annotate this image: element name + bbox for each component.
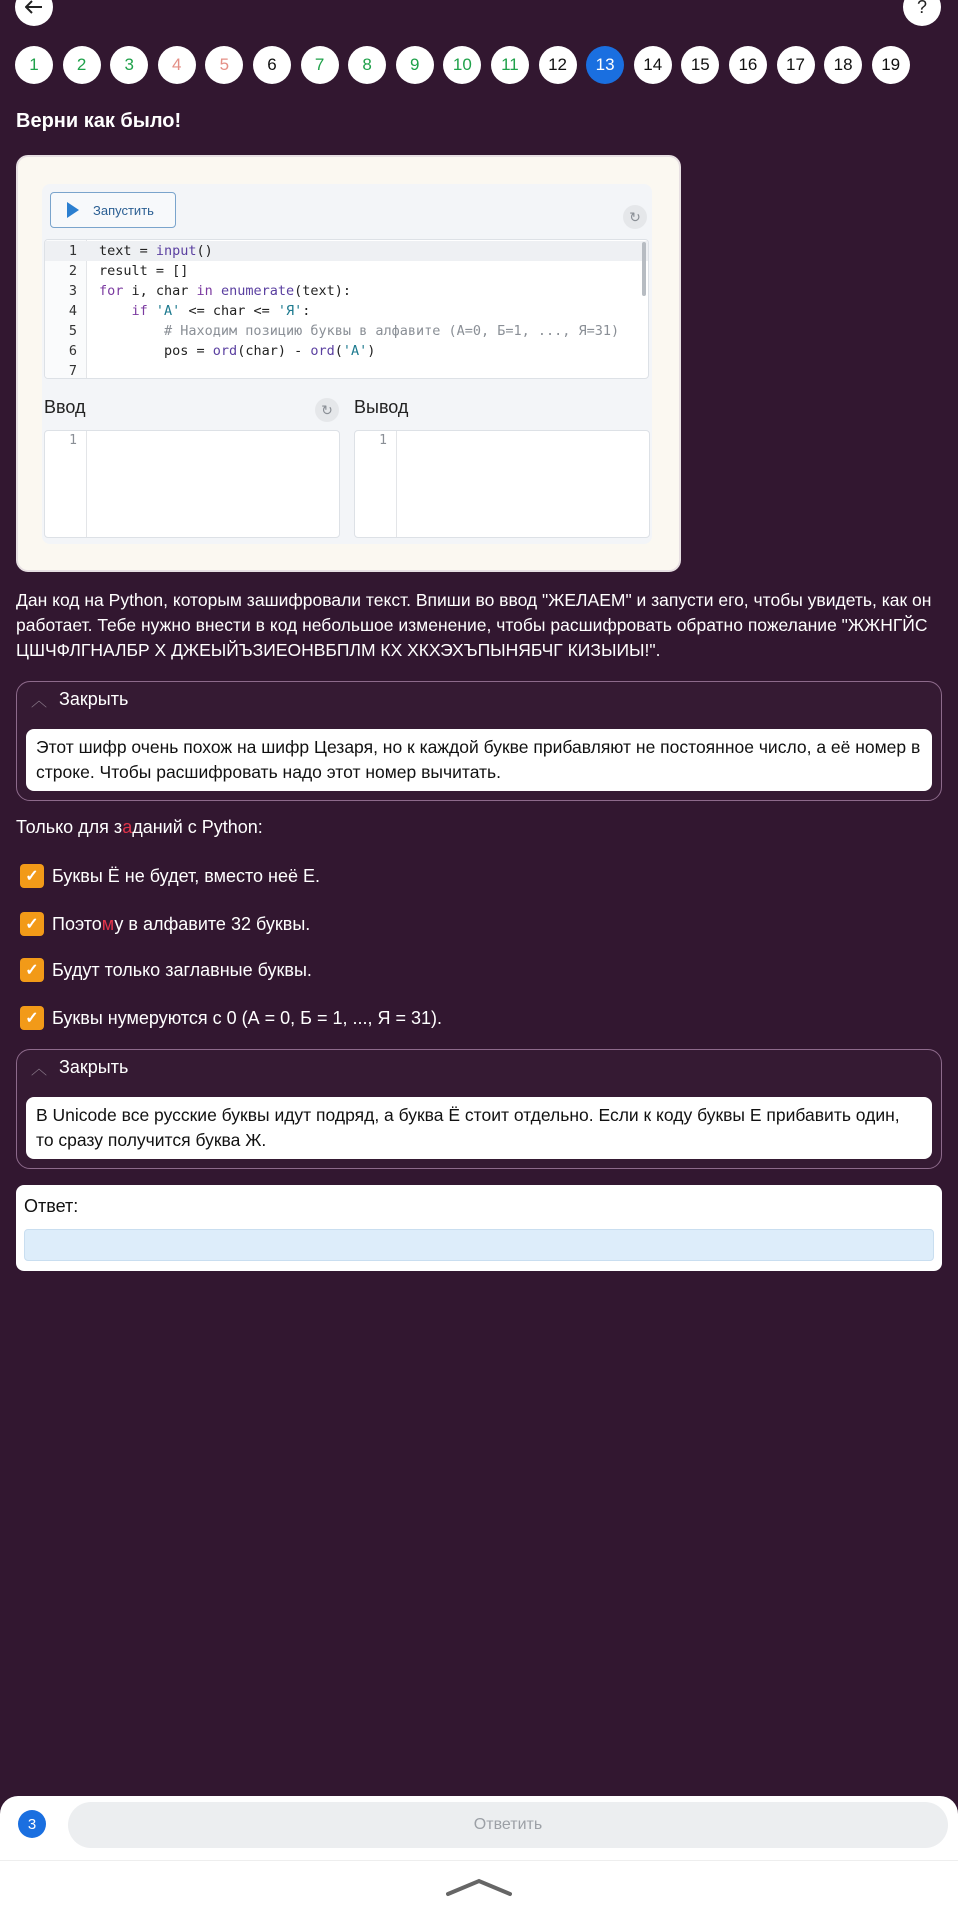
- code-scrollbar[interactable]: [642, 242, 646, 296]
- line-number: 4: [68, 303, 77, 319]
- step-6[interactable]: 6: [253, 46, 291, 84]
- code-text: for i, char in enumerate(text):: [99, 283, 352, 299]
- code-line[interactable]: [45, 281, 648, 301]
- code-line[interactable]: [45, 241, 648, 261]
- line-number: 6: [68, 343, 77, 359]
- line-number: 2: [68, 263, 77, 279]
- answer-card: [16, 1185, 942, 1271]
- help-label: ?: [916, 0, 927, 17]
- code-line[interactable]: [45, 321, 648, 341]
- step-8[interactable]: 8: [348, 46, 386, 84]
- input-field[interactable]: [44, 430, 340, 538]
- checklist-item[interactable]: ✓ Будут только заглавные буквы.: [20, 958, 312, 982]
- checkbox-checked-icon[interactable]: ✓: [20, 958, 44, 982]
- step-7[interactable]: 7: [301, 46, 339, 84]
- arrow-left-icon: [25, 0, 43, 14]
- input-label: Ввод: [44, 397, 86, 417]
- python-only-heading: Только для заданий с Python:: [16, 817, 263, 837]
- play-icon: [67, 202, 79, 218]
- task-steps: [15, 46, 910, 88]
- bottom-sheet-handle[interactable]: [0, 1860, 958, 1920]
- step-4[interactable]: 4: [158, 46, 196, 84]
- input-line-number: 1: [69, 433, 77, 448]
- code-text: if 'А' <= char <= 'Я':: [131, 303, 311, 319]
- checklist-item[interactable]: ✓ Буквы Ё не будет, вместо неё Е.: [20, 864, 320, 888]
- step-16[interactable]: 16: [729, 46, 767, 84]
- hint-toggle-1[interactable]: [31, 688, 128, 711]
- output-label: Вывод: [354, 397, 409, 417]
- step-5[interactable]: 5: [205, 46, 243, 84]
- code-line[interactable]: [45, 361, 648, 379]
- back-button[interactable]: [15, 0, 53, 26]
- code-line[interactable]: [45, 261, 648, 281]
- submit-bar: [0, 1796, 958, 1860]
- answer-label: Ответ:: [24, 1196, 79, 1216]
- line-number: 5: [68, 323, 77, 339]
- hint-panel-2: [16, 1049, 942, 1169]
- code-text: # Находим позицию буквы в алфавите (А=0, Б=1, ..., Я=31): [164, 323, 620, 339]
- reset-code-icon[interactable]: ↻: [623, 205, 647, 229]
- step-2[interactable]: 2: [63, 46, 101, 84]
- line-number: 1: [68, 243, 77, 259]
- step-18[interactable]: 18: [824, 46, 862, 84]
- code-editor-card: [16, 155, 681, 572]
- reset-input-icon[interactable]: ↻: [315, 398, 339, 422]
- step-19[interactable]: 19: [872, 46, 910, 84]
- chevron-up-icon: ︿: [31, 693, 48, 710]
- checkbox-checked-icon[interactable]: ✓: [20, 912, 44, 936]
- code-text: text = input(): [99, 243, 213, 259]
- code-area[interactable]: [44, 239, 649, 379]
- chevron-up-icon: ︿: [31, 1061, 48, 1078]
- output-line-number: 1: [379, 433, 387, 448]
- hint-text-1: Этот шифр очень похож на шифр Цезаря, но к каждой букве прибавляют не постоянное число, а её номер в строке. Чтобы расшифровать надо этот номер вычитать.: [26, 729, 932, 791]
- step-1[interactable]: 1: [15, 46, 53, 84]
- code-text: pos = ord(char) - ord('А'): [99, 343, 376, 359]
- step-14[interactable]: 14: [634, 46, 672, 84]
- chevron-up-icon: [446, 1877, 512, 1897]
- run-button-label: Запустить: [93, 202, 154, 218]
- run-button[interactable]: [50, 192, 176, 228]
- task-title: Верни как было!: [16, 110, 182, 132]
- step-13[interactable]: 13: [586, 46, 624, 84]
- code-text: result = []: [99, 263, 189, 279]
- step-15[interactable]: 15: [681, 46, 719, 84]
- hint-toggle-2[interactable]: [31, 1056, 128, 1079]
- code-line[interactable]: [45, 301, 648, 321]
- submit-button[interactable]: Ответить: [68, 1802, 948, 1848]
- top-bar: [0, 0, 958, 40]
- hint-text-2: В Unicode все русские буквы идут подряд, а буква Ё стоит отдельно. Если к коду буквы Е прибавить один, то сразу получится буква Ж.: [26, 1097, 932, 1159]
- line-number: 7: [68, 363, 77, 379]
- step-3[interactable]: 3: [110, 46, 148, 84]
- checkbox-checked-icon[interactable]: ✓: [20, 864, 44, 888]
- hint-toggle-label: Закрыть: [59, 1057, 129, 1077]
- attempts-badge: 3: [18, 1810, 46, 1838]
- answer-input[interactable]: [24, 1229, 934, 1261]
- help-button[interactable]: [903, 0, 941, 26]
- code-line[interactable]: [45, 341, 648, 361]
- step-10[interactable]: 10: [443, 46, 481, 84]
- checklist-item[interactable]: ✓ Поэтому в алфавите 32 буквы.: [20, 912, 310, 936]
- hint-toggle-label: Закрыть: [59, 689, 129, 709]
- hint-panel-1: [16, 681, 942, 801]
- step-9[interactable]: 9: [396, 46, 434, 84]
- line-number: 3: [68, 283, 77, 299]
- checkbox-checked-icon[interactable]: ✓: [20, 1006, 44, 1030]
- output-field: [354, 430, 650, 538]
- code-editor: [42, 184, 652, 544]
- step-12[interactable]: 12: [539, 46, 577, 84]
- step-17[interactable]: 17: [777, 46, 815, 84]
- step-11[interactable]: 11: [491, 46, 529, 84]
- checklist-item[interactable]: ✓ Буквы нумеруются с 0 (А = 0, Б = 1, ..., Я = 31).: [20, 1006, 442, 1030]
- task-description: Дан код на Python, которым зашифровали текст. Впиши во ввод "ЖЕЛАЕМ" и запусти его, чтобы увидеть, как он работает. Тебе нужно внести в код небольшое изменение, чтобы расшифровать обратно пожелание "ЖЖНГЙС ЦШЧФЛГНАЛБР Х ДЖЕЫЙЪЗИЕОНВБПЛМ КХ ХКХЭХЪПЫНЯБЧГ КИЗЫИЫ!".: [16, 590, 932, 660]
